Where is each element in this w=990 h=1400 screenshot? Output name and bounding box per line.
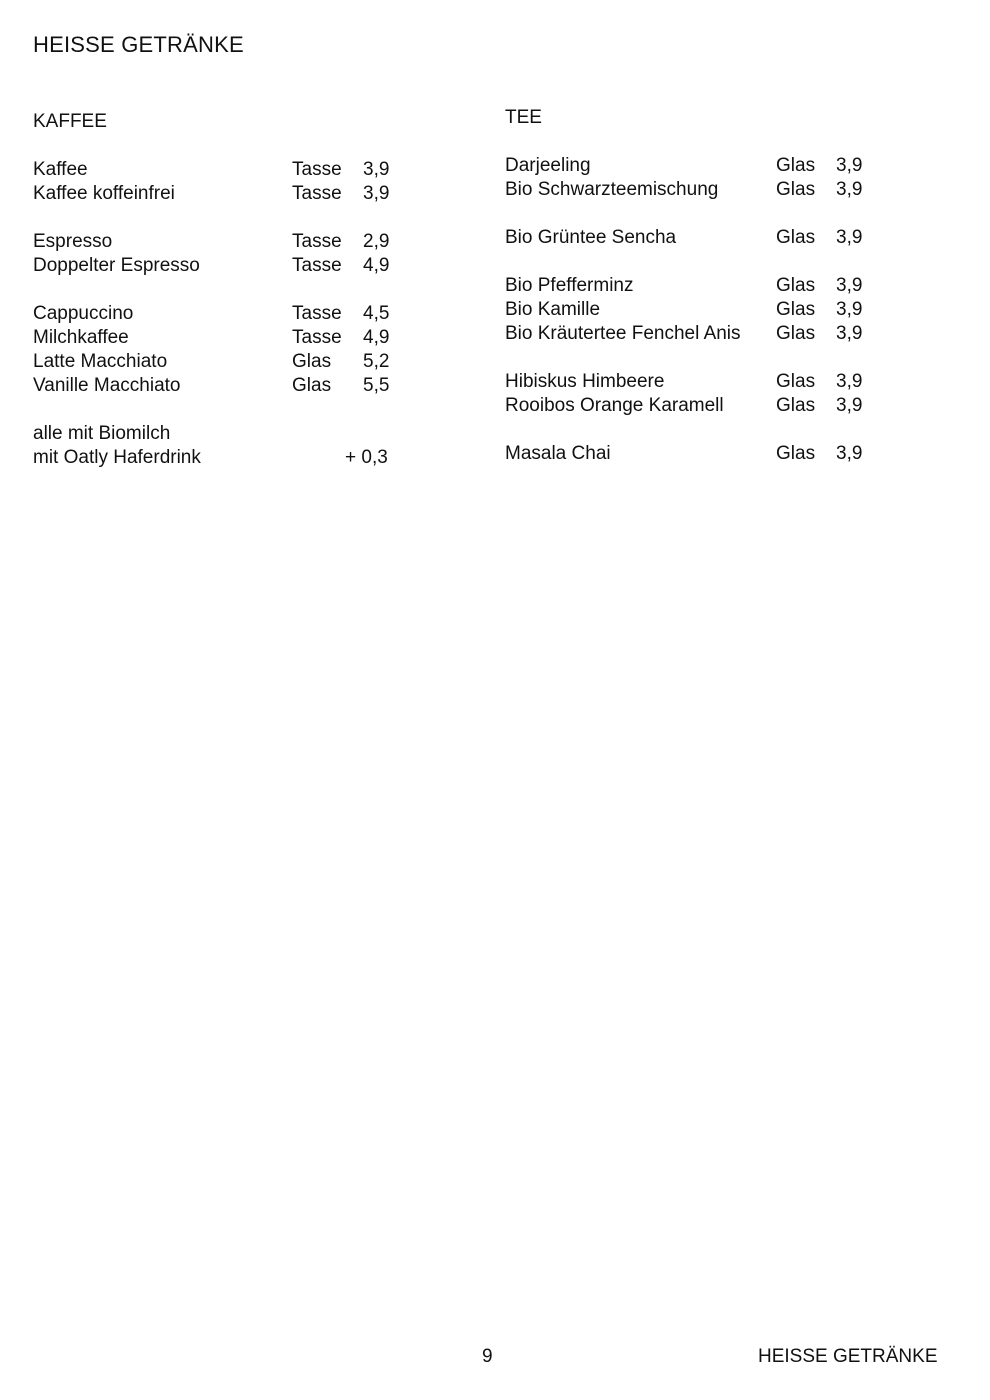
kaffee-group-milk [33, 302, 413, 398]
menu-item [505, 274, 885, 298]
note-line [33, 422, 413, 446]
item-price: 4,9 [363, 255, 390, 276]
tee-group-fruit [505, 370, 885, 418]
item-unit: Glas [292, 351, 332, 372]
item-price: 3,9 [836, 323, 863, 344]
item-price: 5,2 [363, 351, 390, 372]
item-unit: Glas [776, 323, 816, 344]
menu-item [505, 298, 885, 322]
item-price: 4,5 [363, 303, 390, 324]
tee-section [505, 106, 885, 490]
item-name: Kaffee koffeinfrei [33, 183, 175, 204]
item-unit: Tasse [292, 327, 342, 348]
menu-item [505, 154, 885, 178]
item-price: 4,9 [363, 327, 390, 348]
menu-item [33, 182, 413, 206]
note-line [33, 446, 413, 470]
item-name: Bio Grüntee Sencha [505, 227, 677, 248]
item-unit: Glas [776, 395, 816, 416]
item-price: 3,9 [836, 443, 863, 464]
item-name: Doppelter Espresso [33, 255, 200, 276]
item-name: Cappuccino [33, 303, 134, 324]
menu-item [505, 226, 885, 250]
item-unit: Tasse [292, 231, 342, 252]
menu-item [33, 158, 413, 182]
item-price: 3,9 [836, 179, 863, 200]
item-name: Bio Pfefferminz [505, 275, 634, 296]
item-unit: Tasse [292, 255, 342, 276]
item-price: 3,9 [836, 299, 863, 320]
item-unit: Glas [292, 375, 332, 396]
item-unit: Glas [776, 371, 816, 392]
item-name: Darjeeling [505, 155, 591, 176]
item-price: 3,9 [836, 371, 863, 392]
item-name: Bio Schwarzteemischung [505, 179, 719, 200]
menu-item [505, 394, 885, 418]
menu-item [33, 326, 413, 350]
menu-item [505, 442, 885, 466]
kaffee-group-filter [33, 158, 413, 206]
item-name: Masala Chai [505, 443, 611, 464]
item-name: Rooibos Orange Karamell [505, 395, 724, 416]
item-price: 3,9 [363, 183, 390, 204]
item-price: 3,9 [836, 227, 863, 248]
kaffee-group-espresso [33, 230, 413, 278]
menu-item [33, 350, 413, 374]
item-price: 2,9 [363, 231, 390, 252]
note-text: mit Oatly Haferdrink [33, 447, 201, 468]
item-unit: Glas [776, 179, 816, 200]
menu-item [33, 302, 413, 326]
item-name: Kaffee [33, 159, 88, 180]
item-name: Bio Kamille [505, 299, 601, 320]
item-unit: Tasse [292, 159, 342, 180]
note-text: alle mit Biomilch [33, 423, 171, 444]
item-price: 3,9 [836, 155, 863, 176]
tee-group-black [505, 154, 885, 202]
item-unit: Glas [776, 227, 816, 248]
item-unit: Glas [776, 275, 816, 296]
item-name: Latte Macchiato [33, 351, 168, 372]
tee-group-herbal [505, 274, 885, 346]
item-price: 3,9 [363, 159, 390, 180]
item-name: Espresso [33, 231, 113, 252]
tee-group-green [505, 226, 885, 250]
item-name: Vanille Macchiato [33, 375, 181, 396]
item-price: 5,5 [363, 375, 390, 396]
item-price: 3,9 [836, 395, 863, 416]
menu-item [505, 322, 885, 346]
kaffee-section [33, 110, 413, 494]
menu-item [33, 230, 413, 254]
item-unit: Tasse [292, 183, 342, 204]
item-unit: Tasse [292, 303, 342, 324]
item-price: 3,9 [836, 275, 863, 296]
item-name: Milchkaffee [33, 327, 129, 348]
tee-heading: TEE [505, 107, 542, 128]
kaffee-milk-note [33, 422, 413, 470]
kaffee-heading: KAFFEE [33, 111, 107, 132]
menu-item [33, 254, 413, 278]
item-unit: Glas [776, 443, 816, 464]
page-title: HEISSE GETRÄNKE [33, 32, 244, 57]
footer-title: HEISSE GETRÄNKE [758, 1346, 938, 1367]
item-unit: Glas [776, 155, 816, 176]
menu-item [505, 370, 885, 394]
menu-item [505, 178, 885, 202]
menu-item [33, 374, 413, 398]
tee-group-chai [505, 442, 885, 466]
item-unit: Glas [776, 299, 816, 320]
surcharge-price: + 0,3 [345, 447, 388, 468]
item-name: Bio Kräutertee Fenchel Anis [505, 323, 741, 344]
page-number: 9 [482, 1346, 493, 1367]
item-name: Hibiskus Himbeere [505, 371, 665, 392]
